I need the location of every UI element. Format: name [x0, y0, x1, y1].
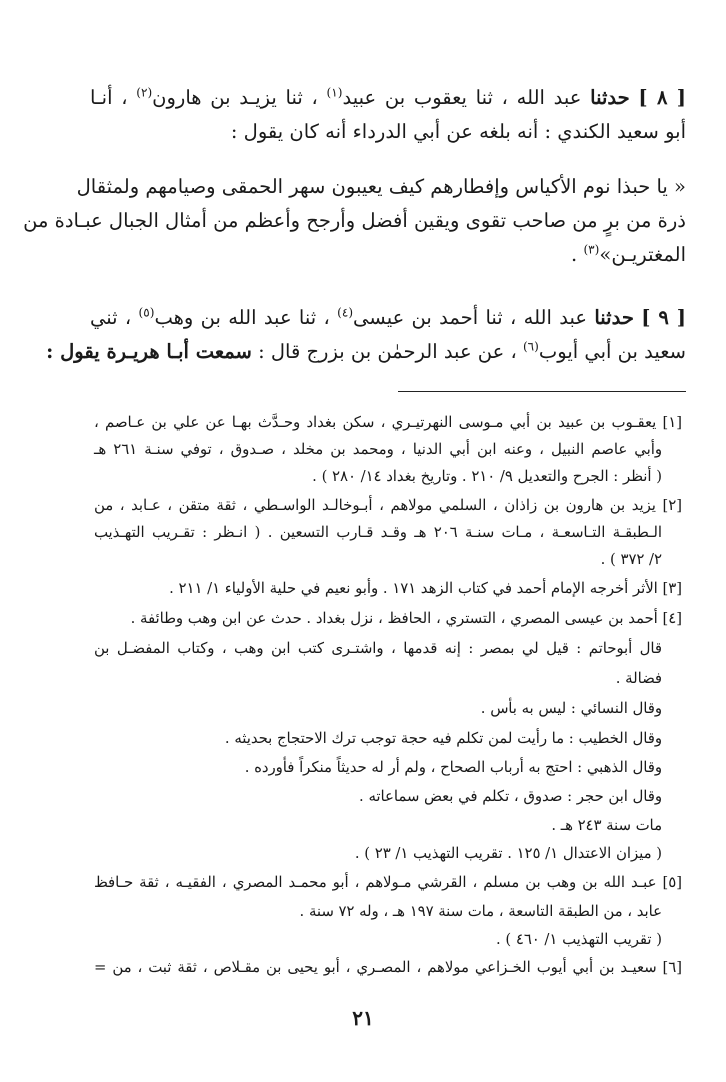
haddathana-word: حدثنا: [590, 86, 630, 109]
footnote-6-line-1: [٦] سعيـد بن أبي أيوب الخـزاعي مولاهم ، المصـري ، أبو يحيى بن مقـلاص ، ثقة ثبت ، من =: [94, 959, 682, 976]
footnote-5-line-3: ( تقريب التهذيب ١/ ٤٦٠ ) .: [495, 931, 662, 948]
footnote-4-line-6: وقال الذهبي : احتج به أرباب الصحاح ، ولم أر له حديثاً منكراً فأورده .: [244, 759, 662, 776]
footnote-ref-2: (٢): [136, 85, 153, 100]
footnote-5-line-2: عابد ، من الطبقة التاسعة ، مات سنة ١٩٧ هـ ، وله ٧٢ سنة .: [299, 903, 662, 920]
footnote-4-line-9: ( ميزان الاعتدال ١/ ١٢٥ . تقريب التهذيب ١/ ٢٣ ) .: [354, 845, 662, 862]
footnote-1-line-3: ( أنظر : الجرح والتعديل ٩/ ٢١٠ . وتاريخ بغداد ١٤/ ٢٨٠ ) .: [312, 468, 662, 485]
quote-line-2: ذرة من برٍ من صاحب تقوى ويقين أفضل وأرجح وأعظم من أمثال الجبال عبـادة من: [23, 209, 686, 232]
footnote-4-line-1: [٤] أحمد بن عيسى المصري ، التستري ، الحافظ ، نزل بغداد . حدث عن ابن وهب وطائفة .: [130, 610, 682, 627]
footnote-4-line-8: مات سنة ٢٤٣ هـ .: [551, 817, 662, 834]
page-number: ٢١: [352, 1006, 374, 1030]
footnote-ref-4: (٤): [337, 305, 354, 320]
footnote-4-line-2: قال أبوحاتم : قيل لي بمصر : إنه قدمها ، واشتـرى كتب ابن وهب ، وكتاب المفضـل بن: [94, 640, 662, 657]
footnote-4-line-5: وقال الخطيب : ما رأيت لمن تكلم فيه حجة توجب ترك الاحتجاج بحديثه .: [224, 730, 662, 747]
haddathana-word: حدثنا: [594, 306, 634, 329]
footnote-4-line-3: فضالة .: [615, 670, 662, 687]
paragraph-9-line-1: [ ٩ ] حدثنا عبد الله ، ثنا أحمد بن عيسى$^{(٤)}$ ، ثنا عبد الله بن وهب$^{(٥)}$ ، ثني: [90, 305, 686, 329]
footnote-2-line-1: [٢] يزيد بن هارون بن زاذان ، السلمي مولاهم ، أبـوخالـد الواسـطي ، ثقة متقن ، عـابد ، من: [94, 497, 682, 514]
footnote-ref-3: (٣): [583, 242, 600, 257]
footnote-4-line-4: وقال النسائي : ليس به بأس .: [480, 700, 662, 717]
footnote-2-line-3: ٢/ ٣٧٢ ) .: [600, 551, 662, 568]
footnote-ref-5: (٥): [138, 305, 155, 320]
footnote-2-line-2: الـطبقـة التـاسعـة ، مـات سنـة ٢٠٦ هـ وقـد قـارب التسعين . ( انـظر : تقـريب التهـذيب: [94, 524, 662, 541]
paragraph-8-line-2: أبو سعيد الكندي : أنه بلغه عن أبي الدرداء أنه كان يقول :: [230, 120, 686, 143]
footnote-ref-6: (٦): [522, 339, 539, 354]
footnote-1-line-1: [١] يعقـوب بن عبيد بن أبي مـوسى النهرتيـري ، سكن بغداد وحـدَّث بهـا عن علي بن عـاصم ،: [94, 414, 682, 431]
footnote-1-line-2: وأبي عاصم النبيل ، وعنه ابن أبي الدنيا ، ومحمد بن مخلد ، صـدوق ، توفي سنـة ٢٦١ هـ: [94, 441, 662, 458]
quote-line-3: المغتريـن»$^{(٣)}$ .: [571, 242, 686, 266]
footnote-ref-1: (١): [326, 85, 343, 100]
footnote-5-line-1: [٥] عبـد الله بن وهب بن مسلم ، القرشي مـولاهم ، أبو محمـد المصري ، الفقيـه ، ثقة حـافظ: [94, 874, 682, 891]
footnote-4-line-7: وقال ابن حجر : صدوق ، تكلم في بعض سماعاته .: [359, 788, 662, 805]
paragraph-8-line-1: [ ٨ ] حدثنا عبد الله ، ثنا يعقوب بن عبيد$^{(١)}$ ، ثنا يزيـد بن هارون$^{(٢)}$ ، أنـا: [90, 85, 686, 109]
footnote-3-line-1: [٣] الأثر أخرجه الإمام أحمد في كتاب الزهد ١٧١ . وأبو نعيم في حلية الأولياء ١/ ٢١١ .: [169, 580, 682, 597]
quote-line-1: « يا حبذا نوم الأكياس وإفطارهم كيف يعيبون سهر الحمقى وصيامهم ولمثقال: [76, 175, 686, 198]
paragraph-9-line-2: سعيد بن أبي أيوب$^{(٦)}$ ، عن عبد الرحمٰن بن بزرج قال : سمعت أبـا هريـرة يقول :: [46, 339, 686, 363]
footnote-separator: [398, 391, 686, 392]
